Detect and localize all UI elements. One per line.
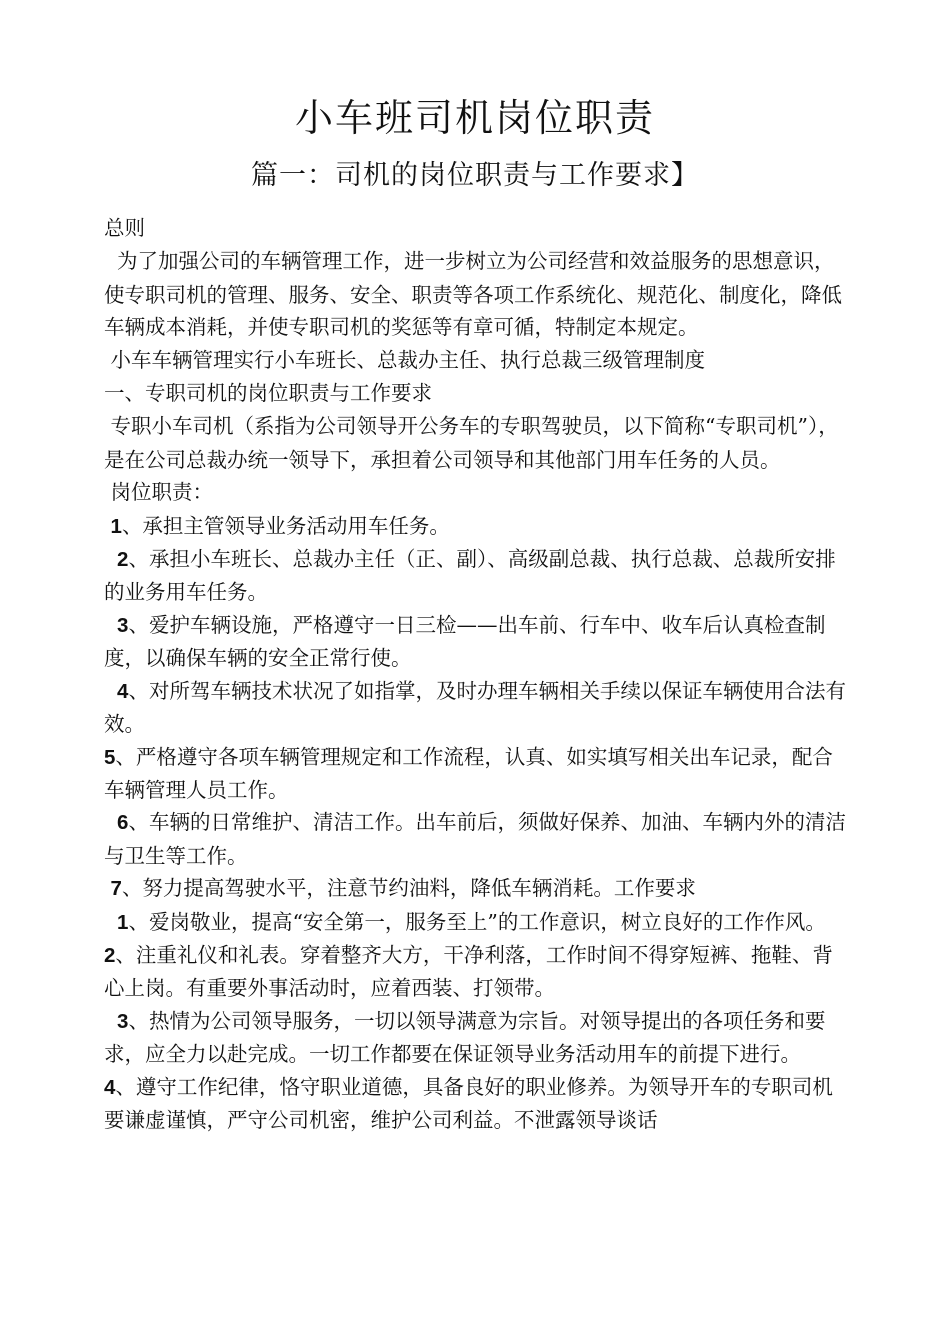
paragraph: 总则 — [104, 216, 145, 240]
paragraph: 专职小车司机（系指为公司领导开公务车的专职驾驶员，以下简称“专职司机”），是在公司总裁办统一领导下，承担着公司领导和其他部门用车任务的人员。 — [104, 414, 839, 472]
list-item: 7、努力提高驾驶水平，注意节约油料，降低车辆消耗。工作要求 — [110, 876, 696, 901]
list-item: 3、爱护车辆设施，严格遵守一日三检——出车前、行车中、收车后认真检查制度，以确保车辆的安全正常行使。 — [104, 612, 826, 671]
list-item: 4、遵守工作纪律，恪守职业道德，具备良好的职业修养。为领导开车的专职司机要谦虚谨慎，严守公司机密，维护公司利益。不泄露领导谈话 — [104, 1074, 833, 1132]
document-title: 小车班司机岗位职责 — [294, 96, 655, 140]
list-item: 4、对所驾车辆技术状况了如指掌，及时办理车辆相关手续以保证车辆使用合法有效。 — [104, 678, 846, 737]
list-item: 1、爱岗敬业，提高“安全第一，服务至上”的工作意识，树立良好的工作作风。 — [117, 909, 826, 934]
document-body — [104, 212, 852, 1136]
document-subtitle: 篇一：司机的岗位职责与工作要求】 — [251, 160, 699, 191]
list-item: 3、热情为公司领导服务，一切以领导满意为宗旨。对领导提出的各项任务和要求，应全力以赴完成。一切工作都要在保证领导业务活动用车的前提下进行。 — [104, 1008, 826, 1067]
list-item: 6、车辆的日常维护、清洁工作。出车前后，须做好保养、加油、车辆内外的清洁与卫生等工作。 — [104, 810, 846, 868]
list-item: 2、承担小车班长、总裁办主任（正、副）、高级副总裁、执行总裁、总裁所安排的业务用车任务。 — [104, 547, 836, 605]
section-heading: 一、专职司机的岗位职责与工作要求 — [104, 381, 432, 406]
list-item: 5、严格遵守各项车辆管理规定和工作流程，认真、如实填写相关出车记录，配合车辆管理人员工作。 — [104, 744, 833, 802]
paragraph: 岗位职责： — [110, 480, 214, 505]
list-item: 2、注重礼仪和礼表。穿着整齐大方，干净利落，工作时间不得穿短裤、拖鞋、背心上岗。有重要外事活动时，应着西装、打领带。 — [104, 942, 833, 1001]
paragraph: 为了加强公司的车辆管理工作，进一步树立为公司经营和效益服务的思想意识，使专职司机的管理、服务、安全、职责等各项工作系统化、规范化、制度化，降低车辆成本消耗，并使专职司机的奖惩等有章可循，特制定本规定。 — [104, 249, 842, 340]
paragraph: 小车车辆管理实行小车班长、总裁办主任、执行总裁三级管理制度 — [110, 347, 706, 372]
list-item: 1、承担主管领导业务活动用车任务。 — [110, 513, 450, 538]
